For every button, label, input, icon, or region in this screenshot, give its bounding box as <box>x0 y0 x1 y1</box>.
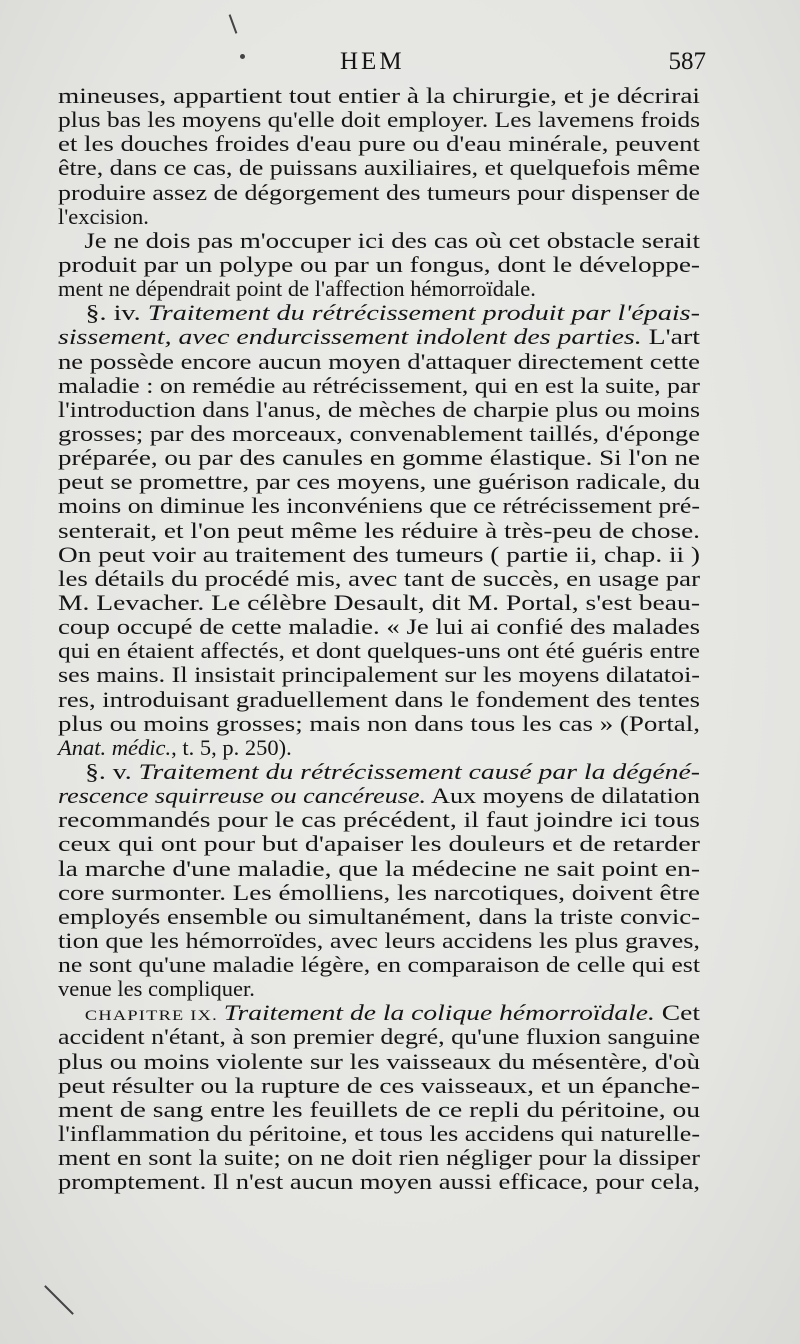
text-line <box>58 1170 700 1194</box>
text-segment: plus ou moins grosses; mais non dans tous les cas » (Portal, <box>58 710 700 736</box>
text-segment: moins on diminue les inconvéniens que ce rétrécissement pré- <box>58 493 700 519</box>
text-segment: accident n'étant, à son premier degré, qu'une fluxion sanguine <box>58 1024 700 1050</box>
text-segment: être, dans ce cas, de puissans auxiliaires, et quelquefois même <box>58 155 700 181</box>
text-segment: recommandés pour le cas précédent, il faut joindre ici tous <box>58 807 700 833</box>
text-line <box>58 881 700 905</box>
text-segment: plus bas les moyens qu'elle doit employer. Les lavemens froids <box>58 107 700 133</box>
text-line <box>58 181 700 205</box>
text-segment: employés ensemble ou simultanément, dans la triste convic- <box>58 903 700 929</box>
text-segment: ment ne dépendrait point de l'affection hémorroïdale. <box>58 276 536 302</box>
text-segment: §. v. <box>85 758 139 784</box>
text-segment: On peut voir au traitement des tumeurs ( partie ii, chap. ii ) <box>58 541 700 567</box>
text-segment: ne possède encore aucun moyen d'attaquer directement cette <box>58 348 700 374</box>
text-line <box>58 1074 700 1098</box>
text-line <box>58 688 700 712</box>
text-segment: l'introduction dans l'anus, de mèches de charpie plus ou moins <box>58 396 700 422</box>
text-segment: tion que les hémorroïdes, avec leurs accidens les plus graves, <box>58 927 700 953</box>
text-segment: Je ne dois pas m'occuper ici des cas où cet obstacle serait <box>84 227 701 253</box>
italic-text: Traitement du rétrécissement causé par la dégéné- <box>138 758 700 784</box>
text-line <box>58 494 700 518</box>
text-segment: mineuses, appartient tout entier à la chirurgie, et je décrirai <box>58 83 700 108</box>
text-segment: core surmonter. Les émolliens, les narcotiques, doivent être <box>58 879 700 905</box>
text-segment: maladie : on remédie au rétrécissement, qui en est la suite, par <box>58 372 700 398</box>
text-line <box>58 832 700 856</box>
text-line <box>58 905 700 929</box>
text-line <box>58 615 700 639</box>
text-segment: grosses; par des morceaux, convenablement taillés, d'éponge <box>58 420 700 446</box>
page-number: 587 <box>668 48 706 75</box>
text-line <box>58 567 700 591</box>
text-line <box>58 953 700 977</box>
italic-text: Traitement de la colique hémorroïdale. <box>223 1000 655 1026</box>
running-head: HEM <box>340 48 405 75</box>
text-line <box>58 108 700 132</box>
text-line <box>58 712 700 736</box>
text-line <box>58 1122 700 1146</box>
text-line <box>58 253 700 277</box>
text-segment: ses mains. Il insistait principalement sur les moyens dilatatoi- <box>58 662 700 688</box>
text-segment: préparée, ou par des canules en gomme élastique. Si l'on ne <box>58 445 700 471</box>
text-line <box>58 301 700 325</box>
text-segment: §. iv. <box>85 300 148 326</box>
text-line <box>58 1050 700 1074</box>
text-line <box>58 1098 700 1122</box>
text-segment: peut résulter ou la rupture de ces vaisseaux, et un épanche- <box>58 1072 700 1098</box>
italic-text: Anat. médic. <box>58 734 172 760</box>
text-segment: plus ou moins violente sur les vaisseaux du mésentère, d'où <box>58 1048 700 1074</box>
text-line <box>58 639 700 663</box>
text-segment: L'art <box>641 324 700 350</box>
text-segment: la marche d'une maladie, que la médecine ne sait point en- <box>58 855 700 881</box>
text-line <box>58 808 700 832</box>
text-segment: ment en sont la suite; on ne doit rien négliger pour la dissiper <box>58 1145 701 1171</box>
text-line <box>58 857 700 881</box>
text-line <box>58 977 700 1001</box>
text-segment: Aux moyens de dilatation <box>426 783 700 809</box>
text-segment: et les douches froides d'eau pure ou d'eau minérale, peuvent <box>58 131 700 157</box>
text-segment: M. Levacher. Le célèbre Desault, dit M. Portal, s'est beau- <box>58 589 700 615</box>
paper-crease-mark <box>229 14 238 33</box>
text-line <box>58 205 700 229</box>
text-segment: ment de sang entre les feuillets de ce repli du péritoine, ou <box>58 1096 700 1122</box>
chapter-label: CHAPITRE IX. <box>84 1008 224 1025</box>
text-line <box>58 760 700 784</box>
text-line <box>58 1001 700 1025</box>
text-segment: ne sont qu'une maladie légère, en comparaison de celle qui est <box>58 952 700 978</box>
text-line <box>58 156 700 180</box>
text-segment: Cet <box>654 1000 700 1026</box>
text-segment: senterait, et l'on peut même les réduire à très-peu de chose. <box>58 517 700 543</box>
text-line <box>58 374 700 398</box>
text-segment: peut se promettre, par ces moyens, une guérison radicale, du <box>58 469 700 495</box>
text-line <box>58 736 700 760</box>
text-segment: les détails du procédé mis, avec tant de succès, en usage par <box>58 565 700 591</box>
text-line <box>58 591 700 615</box>
italic-text: sissement, avec endurcissement indolent des parties. <box>58 324 642 350</box>
text-segment: produit par un polype ou par un fongus, dont le développe- <box>58 251 700 277</box>
text-segment: l'inflammation du péritoine, et tous les accidens qui naturelle- <box>58 1121 700 1147</box>
paper-crease-mark <box>44 1285 74 1315</box>
italic-text: Traitement du rétrécissement produit par l'épais- <box>147 300 700 326</box>
text-segment: qui en étaient affectés, et dont quelques-uns ont été guéris entre <box>58 638 700 664</box>
text-segment: produire assez de dégorgement des tumeurs pour dispenser de <box>58 179 700 205</box>
text-line <box>58 84 700 108</box>
text-line <box>58 929 700 953</box>
text-line <box>58 350 700 374</box>
text-segment: promptement. Il n'est aucun moyen aussi efficace, pour cela, <box>58 1169 700 1195</box>
text-line <box>58 519 700 543</box>
italic-text: rescence squirreuse ou cancéreuse. <box>58 783 427 809</box>
body-text <box>58 84 700 1194</box>
text-segment: ceux qui ont pour but d'apaiser les douleurs et de retarder <box>58 831 700 857</box>
text-line <box>58 446 700 470</box>
text-line <box>58 229 700 253</box>
text-line <box>58 1146 700 1170</box>
page-header <box>58 44 706 80</box>
text-line <box>58 132 700 156</box>
text-segment: venue les compliquer. <box>58 976 255 1002</box>
text-line <box>58 325 700 349</box>
text-line <box>58 398 700 422</box>
text-line <box>58 277 700 301</box>
text-line <box>58 470 700 494</box>
ink-dot <box>240 54 245 59</box>
text-segment: l'excision. <box>58 203 149 229</box>
text-segment: , t. 5, p. 250). <box>171 734 292 760</box>
text-segment: coup occupé de cette maladie. « Je lui ai confié des malades <box>58 614 701 640</box>
text-line <box>58 422 700 446</box>
text-segment: res, introduisant graduellement dans le fondement des tentes <box>58 686 700 712</box>
text-line <box>58 784 700 808</box>
text-line <box>58 663 700 687</box>
text-line <box>58 543 700 567</box>
text-line <box>58 1025 700 1049</box>
